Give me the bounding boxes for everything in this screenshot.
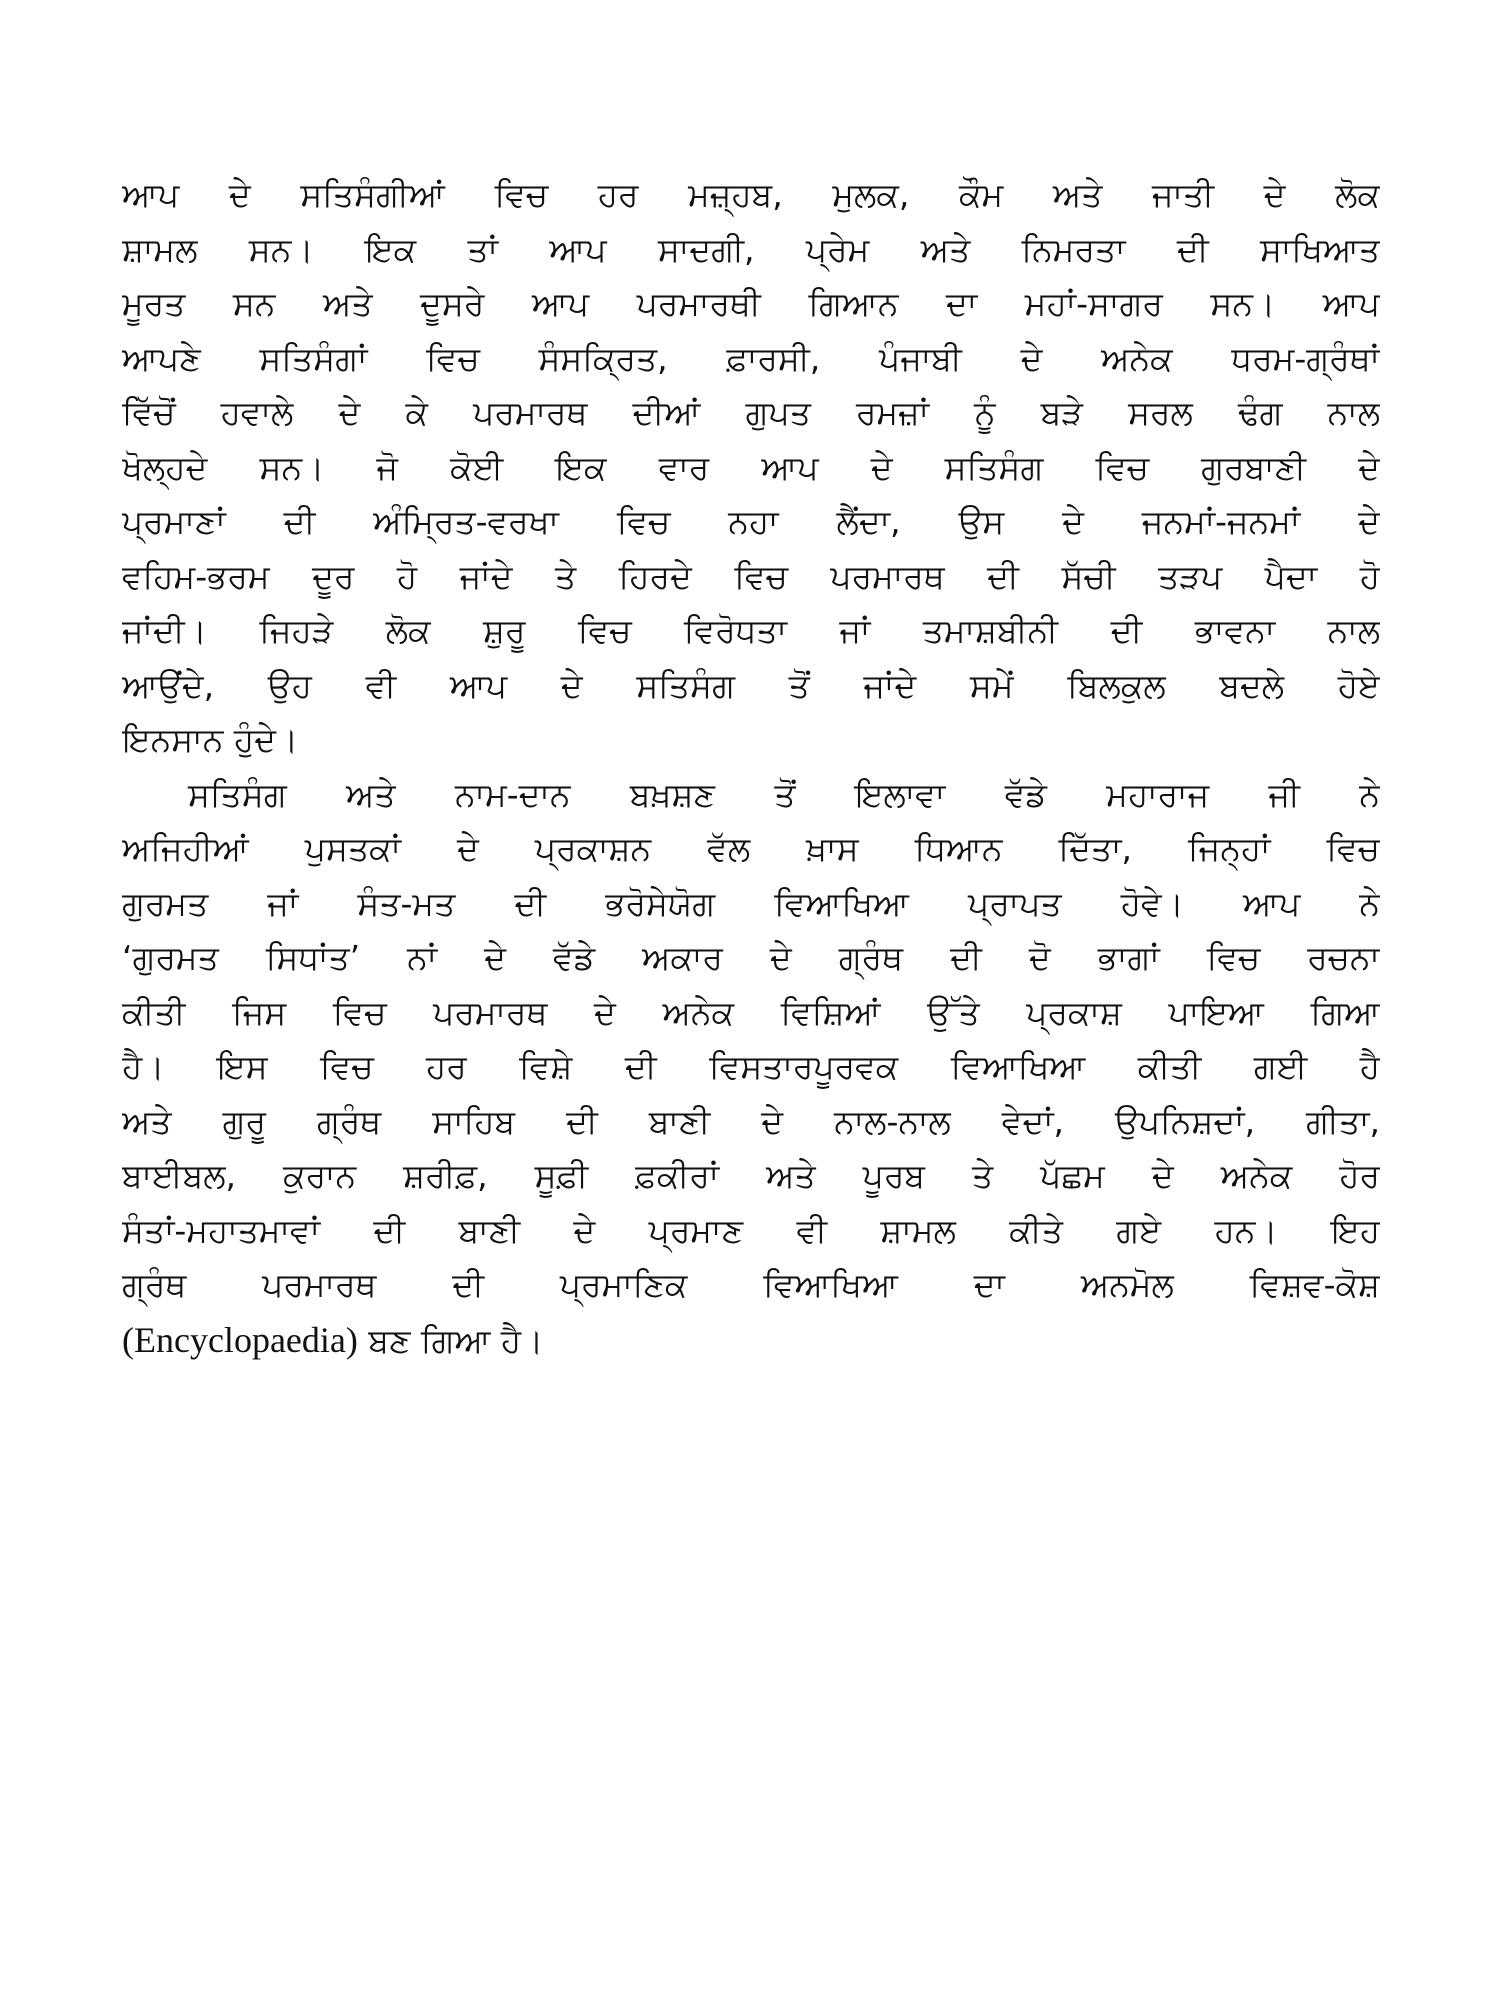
body-text [122, 168, 1380, 1367]
text-line: ਗ੍ਰੰਥ ਪਰਮਾਰਥ ਦੀ ਪ੍ਰਮਾਣਿਕ ਵਿਆਖਿਆ ਦਾ ਅਨਮੋਲ ਵਿਸ਼ਵ-ਕੋਸ਼ [122, 1265, 1380, 1304]
text-line: ਮੂਰਤ ਸਨ ਅਤੇ ਦੂਸਰੇ ਆਪ ਪਰਮਾਰਥੀ ਗਿਆਨ ਦਾ ਮਹਾਂ-ਸਾਗਰ ਸਨ। ਆਪ [122, 284, 1380, 323]
paragraph-2 [122, 768, 1380, 1368]
text-line: ਬਾਈਬਲ, ਕੁਰਾਨ ਸ਼ਰੀਫ਼, ਸੂਫ਼ੀ ਫ਼ਕੀਰਾਂ ਅਤੇ ਪੂਰਬ ਤੇ ਪੱਛਮ ਦੇ ਅਨੇਕ ਹੋਰ [122, 1156, 1380, 1195]
text-line: ਆਪ ਦੇ ਸਤਿਸੰਗੀਆਂ ਵਿਚ ਹਰ ਮਜ਼੍ਹਬ, ਮੁਲਕ, ਕੌਮ ਅਤੇ ਜਾਤੀ ਦੇ ਲੋਕ [122, 175, 1380, 214]
text-line: ਅਜਿਹੀਆਂ ਪੁਸਤਕਾਂ ਦੇ ਪ੍ਰਕਾਸ਼ਨ ਵੱਲ ਖ਼ਾਸ ਧਿਆਨ ਦਿੱਤਾ, ਜਿਨ੍ਹਾਂ ਵਿਚ [122, 829, 1380, 868]
paragraph-1 [122, 168, 1380, 768]
final-text-line [122, 1313, 1380, 1368]
text-line: ‘ਗੁਰਮਤ ਸਿਧਾਂਤ’ ਨਾਂ ਦੇ ਵੱਡੇ ਅਕਾਰ ਦੇ ਗ੍ਰੰਥ ਦੀ ਦੋ ਭਾਗਾਂ ਵਿਚ ਰਚਨਾ [122, 938, 1380, 977]
text-line: ਸ਼ਾਮਲ ਸਨ। ਇਕ ਤਾਂ ਆਪ ਸਾਦਗੀ, ਪ੍ਰੇਮ ਅਤੇ ਨਿਮਰਤਾ ਦੀ ਸਾਖਿਆਤ [122, 229, 1380, 269]
text-line: ਅਤੇ ਗੁਰੂ ਗ੍ਰੰਥ ਸਾਹਿਬ ਦੀ ਬਾਣੀ ਦੇ ਨਾਲ-ਨਾਲ ਵੇਦਾਂ, ਉਪਨਿਸ਼ਦਾਂ, ਗੀਤਾ, [122, 1101, 1380, 1141]
text-line: ਆਉਂਦੇ, ਉਹ ਵੀ ਆਪ ਦੇ ਸਤਿਸੰਗ ਤੋਂ ਜਾਂਦੇ ਸਮੇਂ ਬਿਲਕੁਲ ਬਦਲੇ ਹੋਏ [122, 665, 1380, 705]
text-line: ਸੰਤਾਂ-ਮਹਾਤਮਾਵਾਂ ਦੀ ਬਾਣੀ ਦੇ ਪ੍ਰਮਾਣ ਵੀ ਸ਼ਾਮਲ ਕੀਤੇ ਗਏ ਹਨ। ਇਹ [122, 1210, 1380, 1250]
text-line: ਆਪਣੇ ਸਤਿਸੰਗਾਂ ਵਿਚ ਸੰਸਕ੍ਰਿਤ, ਫ਼ਾਰਸੀ, ਪੰਜਾਬੀ ਦੇ ਅਨੇਕ ਧਰਮ-ਗ੍ਰੰਥਾਂ [122, 338, 1380, 378]
final-line-text: ਬਣ ਗਿਆ ਹੈ। [357, 1320, 544, 1360]
text-line: ਖੋਲ੍ਹਦੇ ਸਨ। ਜੋ ਕੋਈ ਇਕ ਵਾਰ ਆਪ ਦੇ ਸਤਿਸੰਗ ਵਿਚ ਗੁਰਬਾਣੀ ਦੇ [122, 447, 1380, 487]
text-line: ਵਿੱਚੋਂ ਹਵਾਲੇ ਦੇ ਕੇ ਪਰਮਾਰਥ ਦੀਆਂ ਗੁਪਤ ਰਮਜ਼ਾਂ ਨੂੰ ਬੜੇ ਸਰਲ ਢੰਗ ਨਾਲ [122, 393, 1380, 432]
text-line: ਵਹਿਮ-ਭਰਮ ਦੂਰ ਹੋ ਜਾਂਦੇ ਤੇ ਹਿਰਦੇ ਵਿਚ ਪਰਮਾਰਥ ਦੀ ਸੱਚੀ ਤੜਪ ਪੈਦਾ ਹੋ [122, 556, 1380, 596]
text-line: ਜਾਂਦੀ। ਜਿਹੜੇ ਲੋਕ ਸ਼ੁਰੂ ਵਿਚ ਵਿਰੋਧਤਾ ਜਾਂ ਤਮਾਸ਼ਬੀਨੀ ਦੀ ਭਾਵਨਾ ਨਾਲ [122, 611, 1380, 650]
text-line: ਪ੍ਰਮਾਣਾਂ ਦੀ ਅੰਮ੍ਰਿਤ-ਵਰਖਾ ਵਿਚ ਨਹਾ ਲੈਂਦਾ, ਉਸ ਦੇ ਜਨਮਾਂ-ਜਨਮਾਂ ਦੇ [122, 502, 1380, 541]
text-line: ਸਤਿਸੰਗ ਅਤੇ ਨਾਮ-ਦਾਨ ਬਖ਼ਸ਼ਣ ਤੋਂ ਇਲਾਵਾ ਵੱਡੇ ਮਹਾਰਾਜ ਜੀ ਨੇ [188, 774, 1380, 814]
encyclopaedia-term: (Encyclopaedia) [122, 1319, 358, 1360]
text-line: ਇਨਸਾਨ ਹੁੰਦੇ। [122, 720, 299, 759]
text-line: ਹੈ। ਇਸ ਵਿਚ ਹਰ ਵਿਸ਼ੇ ਦੀ ਵਿਸਤਾਰਪੂਰਵਕ ਵਿਆਖਿਆ ਕੀਤੀ ਗਈ ਹੈ [122, 1047, 1380, 1086]
text-line: ਕੀਤੀ ਜਿਸ ਵਿਚ ਪਰਮਾਰਥ ਦੇ ਅਨੇਕ ਵਿਸ਼ਿਆਂ ਉੱਤੇ ਪ੍ਰਕਾਸ਼ ਪਾਇਆ ਗਿਆ [122, 992, 1380, 1032]
text-line: ਗੁਰਮਤ ਜਾਂ ਸੰਤ-ਮਤ ਦੀ ਭਰੋਸੇਯੋਗ ਵਿਆਖਿਆ ਪ੍ਰਾਪਤ ਹੋਵੇ। ਆਪ ਨੇ [122, 883, 1380, 923]
